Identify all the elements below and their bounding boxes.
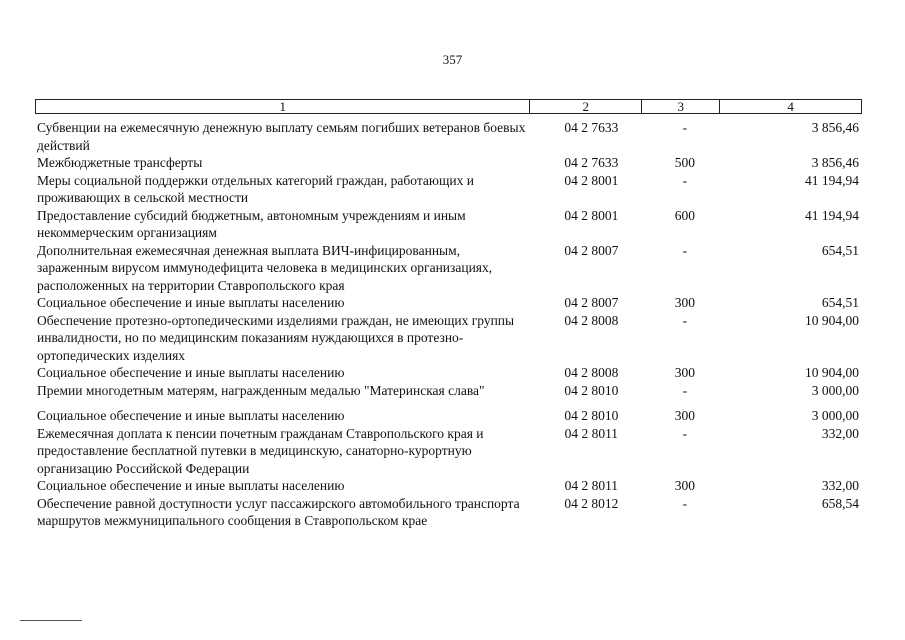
footer-rule [20,620,82,621]
column-header-2: 2 [530,100,642,114]
table-row [37,154,859,172]
row-type: 300 [674,408,695,423]
row-type: 500 [674,155,695,170]
row-amount: 3 000,00 [811,408,860,423]
row-code: 04 2 8008 [564,365,619,380]
row-type: 300 [674,478,695,493]
row-type: - [682,382,688,398]
budget-table-body [37,119,859,530]
row-amount: 3 856,46 [811,155,860,170]
row-type: - [682,495,688,511]
table-row [37,312,859,365]
row-code: 04 2 8012 [564,495,619,511]
row-amount: 41 194,94 [805,207,860,223]
row-name: Ежемесячная доплата к пенсии почетным гражданам Ставропольского края и предоставление бесплатной путевки в медицинскую, санаторно-курортную организацию Российской Федерации [37,425,484,476]
table-row [37,495,859,530]
row-code: 04 2 8007 [564,295,619,310]
table-row [37,477,859,495]
row-name: Премии многодетным матерям, награжденным медалью "Материнская слава" [37,382,485,398]
row-type: 300 [674,295,695,310]
row-type: - [682,172,688,188]
row-amount: 3 000,00 [811,382,860,398]
row-type: - [682,242,688,258]
table-row [37,407,859,425]
row-amount: 332,00 [821,478,860,493]
row-amount: 41 194,94 [805,172,860,188]
row-name: Обеспечение равной доступности услуг пассажирского автомобильного транспорта маршрутов межмуниципального сообщения в Ставропольском крае [37,495,520,528]
row-amount: 10 904,00 [805,312,860,328]
row-name: Дополнительная ежемесячная денежная выплата ВИЧ-инфицированным, зараженным вирусом иммунодефицита человека в медицинских организациях, расположенных на территории Ставропольского края [37,242,493,293]
row-name: Обеспечение протезно-ортопедическими изделиями граждан, не имеющих группы инвалидности, но по медицинским показаниям нуждающихся в протезно-ортопедических изделиях [37,312,515,363]
row-code: 04 2 8001 [564,172,619,188]
row-type: - [682,312,688,328]
table-row [37,364,859,382]
row-name: Меры социальной поддержки отдельных категорий граждан, работающих и проживающих в сельской местности [37,172,474,205]
row-code: 04 2 7633 [564,155,619,170]
row-spacer [37,399,859,407]
row-code: 04 2 8001 [564,207,619,223]
table-row [37,172,859,207]
row-name: Предоставление субсидий бюджетным, автономным учреждениям и иным некоммерческим организациям [37,207,466,240]
column-header-row [36,100,862,114]
row-amount: 332,00 [821,425,860,441]
table-row [37,382,859,400]
row-code: 04 2 8011 [564,425,619,441]
table-row [37,242,859,295]
row-amount: 654,51 [821,295,860,310]
row-name: Социальное обеспечение и иные выплаты населению [37,365,345,380]
row-type: - [682,425,688,441]
row-code: 04 2 8008 [564,312,619,328]
row-name: Социальное обеспечение и иные выплаты населению [37,295,345,310]
row-name: Социальное обеспечение и иные выплаты населению [37,408,345,423]
row-amount: 3 856,46 [811,120,860,135]
row-name: Социальное обеспечение и иные выплаты населению [37,478,345,493]
column-header-4: 4 [720,100,862,114]
table-row [37,119,859,154]
row-amount: 10 904,00 [805,365,860,380]
table-row [37,294,859,312]
row-amount: 654,51 [821,242,860,258]
column-header-3: 3 [642,100,720,114]
row-code: 04 2 8007 [564,242,619,258]
row-type: 600 [674,207,695,223]
table-row [37,425,859,478]
row-type: 300 [674,365,695,380]
row-code: 04 2 8010 [564,382,619,398]
column-header-1: 1 [36,100,530,114]
row-code: 04 2 8010 [564,408,619,423]
table-row [37,207,859,242]
page-number: 357 [442,52,463,67]
row-type: - [682,120,688,135]
row-name: Межбюджетные трансферты [37,155,203,170]
row-amount: 658,54 [821,495,860,511]
row-code: 04 2 8011 [564,478,619,493]
column-header-table [35,99,862,114]
row-name: Субвенции на ежемесячную денежную выплату семьям погибших ветеранов боевых действий [37,120,526,153]
row-code: 04 2 7633 [564,120,619,135]
